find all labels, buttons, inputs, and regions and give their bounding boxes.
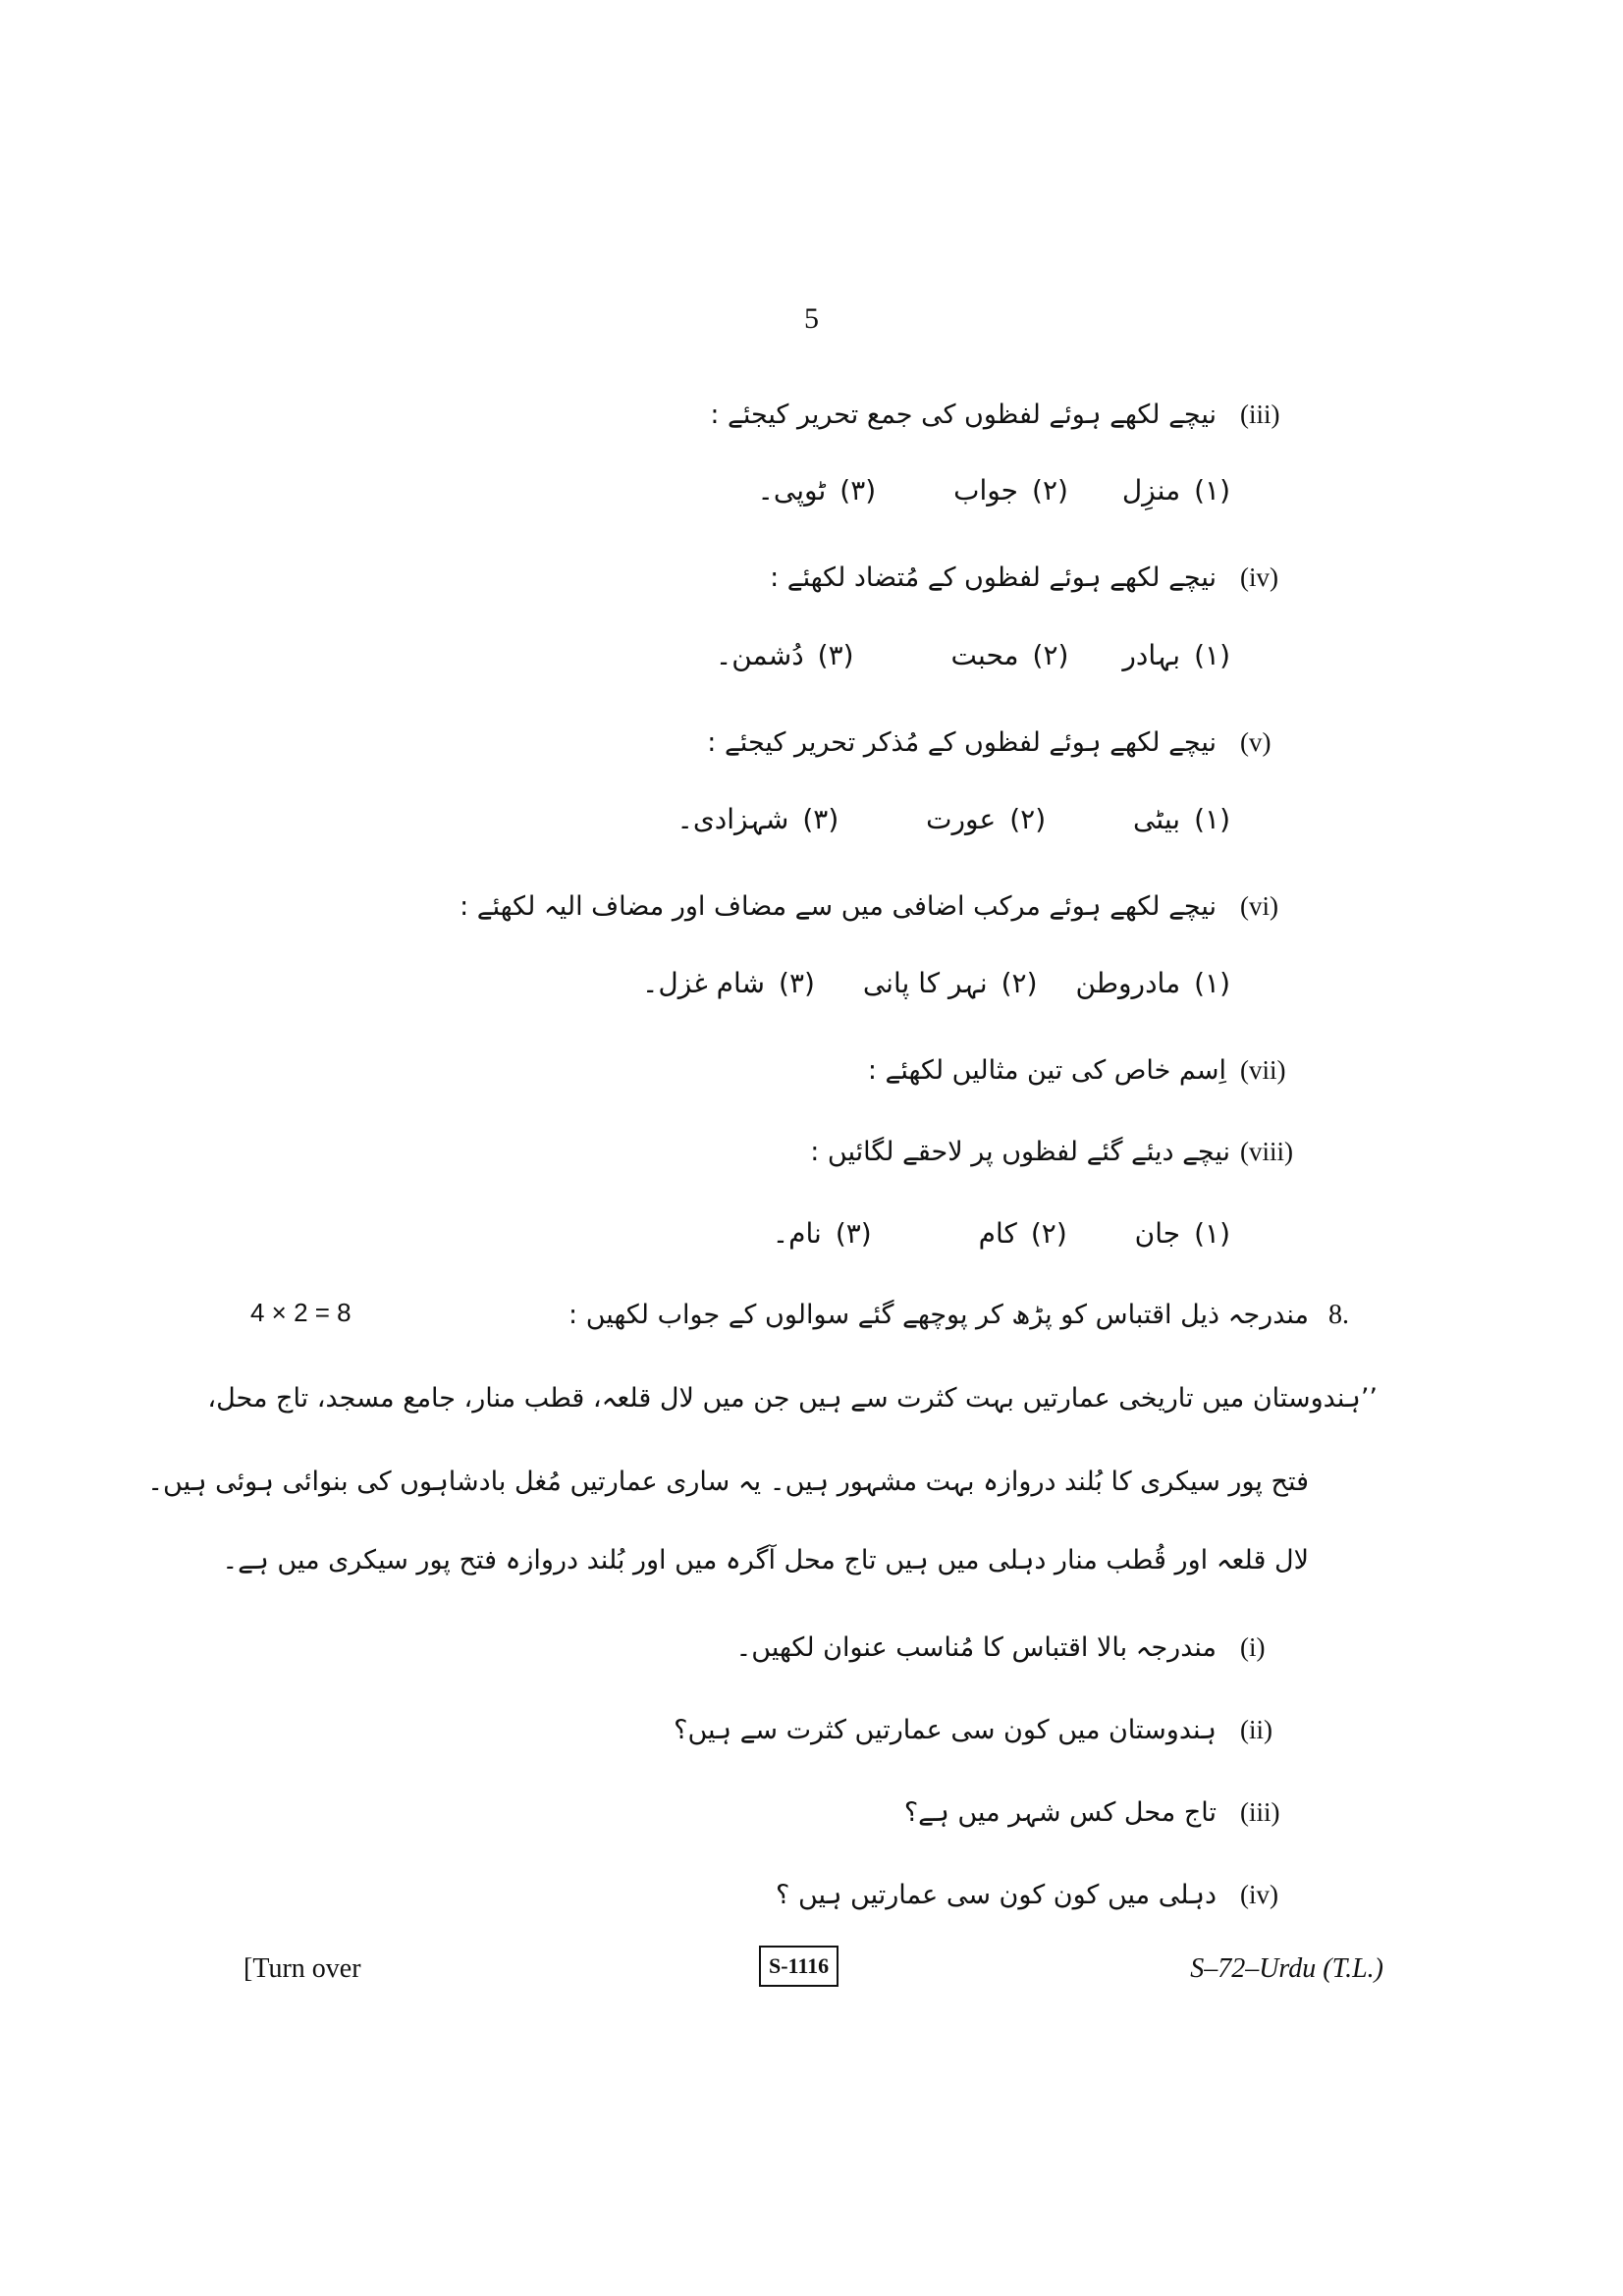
option-item: (۱)مادروطن [1075,967,1230,999]
question-8-iv [776,1875,1309,1915]
instruction-text: نیچے دیئے گئے لفظوں پر لاحقے لگائیں : [810,1137,1230,1167]
option-item: (۲)نہر کا پانی [862,967,1038,999]
options-7-viii [728,1214,1230,1254]
question-text: مندرجہ بالا اقتباس کا مُناسب عنوان لکھیں۔ [735,1632,1217,1663]
question-8-i [735,1628,1309,1668]
passage-line: فتح پور سیکری کا بُلند دروازہ بہت مشہور ہیں۔ یہ ساری عمارتیں مُغل بادشاہوں کی بنوائی ہوئی ہیں۔ [147,1467,1309,1497]
roman-numeral: (v) [1240,727,1271,757]
question-text: دہلی میں کون کون سی عمارتیں ہیں ؟ [776,1880,1217,1910]
roman-numeral: (viii) [1240,1137,1293,1166]
option-item: (۳)نام۔ [772,1217,872,1250]
option-item: (۲)کام [978,1217,1067,1250]
page-number: 5 [804,302,819,335]
instruction-text: نیچے لکھے ہوئے مرکب اضافی میں سے مضاف اور مضاف الیہ لکھئے : [460,891,1217,922]
marks-allocation: 4 × 2 = 8 [250,1298,352,1327]
roman-numeral: (iv) [1240,1880,1278,1909]
option-item: (۱)منزِل [1121,474,1230,507]
paper-identifier: S–72–Urdu (T.L.) [1190,1953,1383,1984]
options-7-v [631,800,1230,839]
option-item: (۲)جواب [953,474,1068,507]
roman-numeral: (vii) [1240,1055,1286,1085]
roman-numeral: (ii) [1240,1715,1272,1744]
options-7-iv [671,636,1230,675]
instruction-text: نیچے لکھے ہوئے لفظوں کے مُذکر تحریر کیجئے : [707,727,1217,758]
option-item: (۱)بہادر [1122,639,1230,671]
question-text: تاج محل کس شہر میں ہے؟ [903,1797,1217,1828]
roman-numeral: (vi) [1240,891,1278,921]
option-item: (۳)شام غزل۔ [641,967,815,999]
instruction-text: نیچے لکھے ہوئے لفظوں کے مُتضاد لکھئے : [770,562,1217,593]
question-number: 8. [1328,1300,1349,1330]
question-8-heading [568,1296,1387,1335]
option-item: (۳)شہزادی۔ [676,803,839,835]
option-item: (۲)عورت [926,803,1047,835]
question-8-ii [674,1710,1309,1750]
roman-numeral: (i) [1240,1632,1266,1662]
question-7-viii [810,1132,1309,1172]
turn-over-note: [Turn over [243,1953,361,1984]
instruction-text: مندرجہ ذیل اقتباس کو پڑھ کر پوچھے گئے سوالوں کے جواب لکھیں : [568,1300,1309,1330]
question-8-iii [904,1792,1309,1833]
option-item: (۱)بیٹی [1133,803,1230,835]
question-7-v [707,722,1309,763]
roman-numeral: (iv) [1240,562,1278,592]
question-7-iv [770,558,1309,598]
instruction-text: نیچے لکھے ہوئے لفظوں کی جمع تحریر کیجئے : [710,400,1217,430]
option-item: (۱)جان [1134,1217,1230,1250]
question-text: ہندوستان میں کون سی عمارتیں کثرت سے ہیں؟ [674,1715,1217,1745]
option-item: (۳)دُشمن۔ [715,639,854,671]
options-7-vi [597,964,1230,1003]
roman-numeral: (iii) [1240,1797,1280,1827]
roman-numeral: (iii) [1240,400,1280,429]
option-item: (۲)محبت [950,639,1069,671]
question-7-vi [460,886,1309,927]
paper-code-box: S-1116 [759,1946,839,1987]
question-7-vii [868,1050,1309,1091]
options-7-iii [712,471,1230,510]
option-item: (۳)ٹوپی۔ [757,474,877,507]
passage-line: لال قلعہ اور قُطب منار دہلی میں ہیں تاج محل آگرہ میں اور بُلند دروازہ فتح پور سیکری میں ہے۔ [222,1545,1309,1575]
instruction-text: اِسم خاص کی تین مثالیں لکھئے : [867,1055,1226,1086]
question-7-iii [710,395,1309,435]
passage-line: ’’ہندوستان میں تاریخی عمارتیں بہت کثرت سے ہیں جن میں لال قلعہ، قطب منار، جامع مسجد، تاج محل، [207,1383,1378,1414]
